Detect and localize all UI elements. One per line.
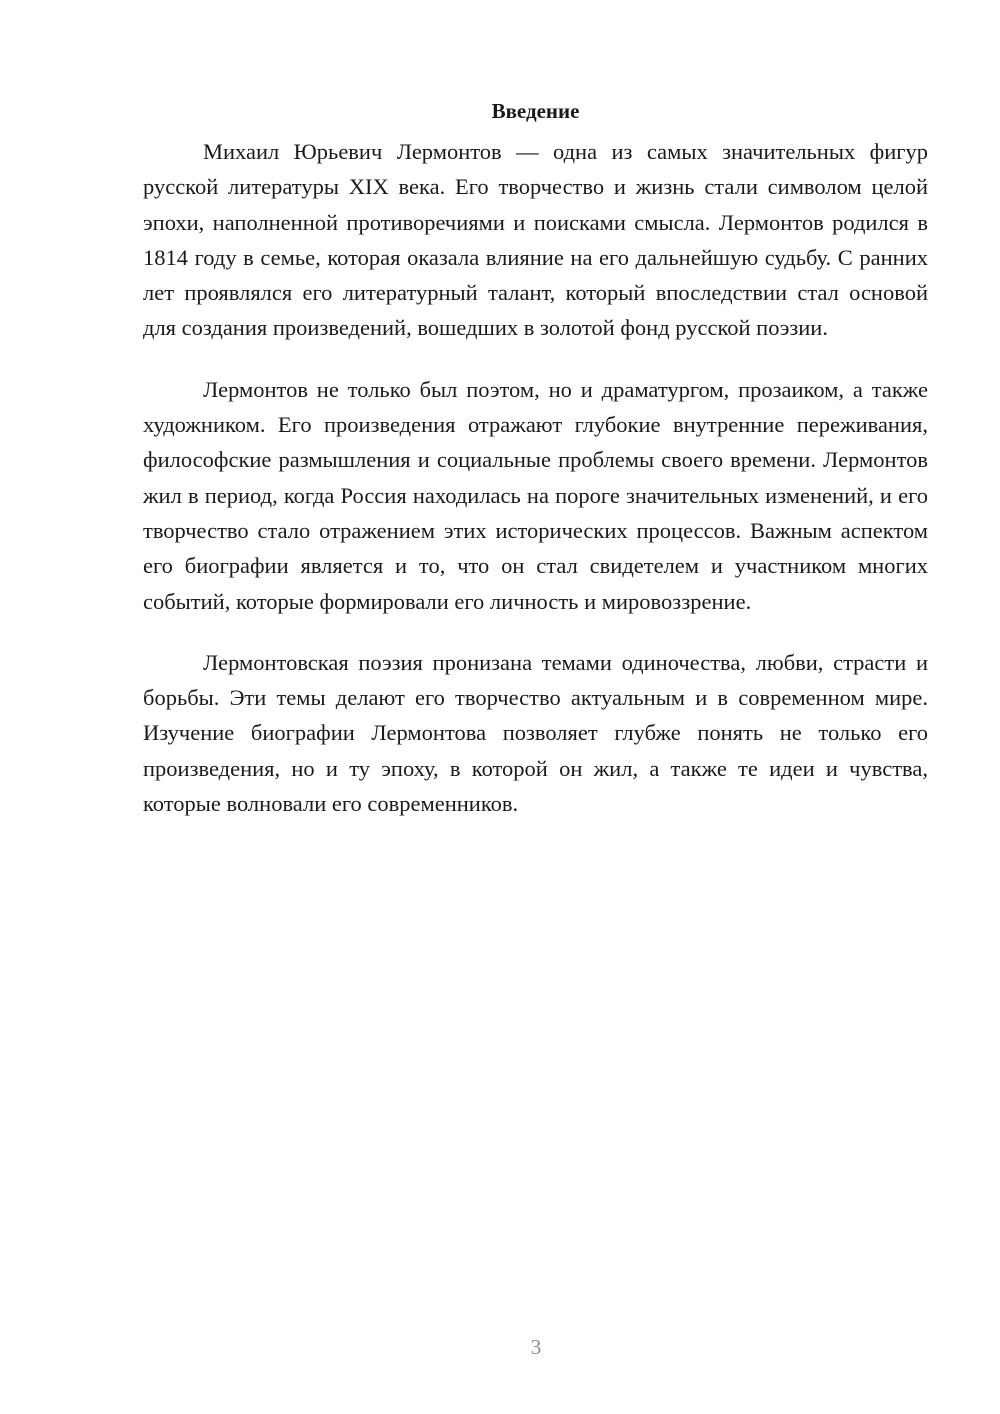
page-number: 3: [530, 1335, 542, 1359]
page-content: [143, 96, 928, 847]
paragraph-3: Лермонтовская поэзия пронизана темами одиночества, любви, страсти и борьбы. Эти темы делают его творчество актуальным и в современном мире. Изучение биографии Лермонтова позволяет глубже понять не только его произведения, но и ту эпоху, в которой он жил, а также те идеи и чувства, которые волновали его современников.: [143, 649, 928, 817]
section-heading: Введение: [491, 99, 580, 123]
paragraph-1: Михаил Юрьевич Лермонтов — одна из самых значительных фигур русской литературы XIX века. Его творчество и жизнь стали символом целой эпохи, наполненной противоречиями и поисками смысла. Лермонтов родился в 1814 году в семье, которая оказала влияние на его дальнейшую судьбу. С ранних лет проявлялся его литературный талант, который впоследствии стал основой для создания произведений, вошедших в золотой фонд русской поэзии.: [143, 139, 928, 341]
paragraph-2: Лермонтов не только был поэтом, но и драматургом, прозаиком, а также художником. Его произведения отражают глубокие внутренние переживания, философские размышления и социальные проблемы своего времени. Лермонтов жил в период, когда Россия находилась на пороге значительных изменений, и его творчество стало отражением этих исторических процессов. Важным аспектом его биографии является и то, что он стал свидетелем и участником многих событий, которые формировали его личность и мировоззрение.: [143, 376, 928, 614]
